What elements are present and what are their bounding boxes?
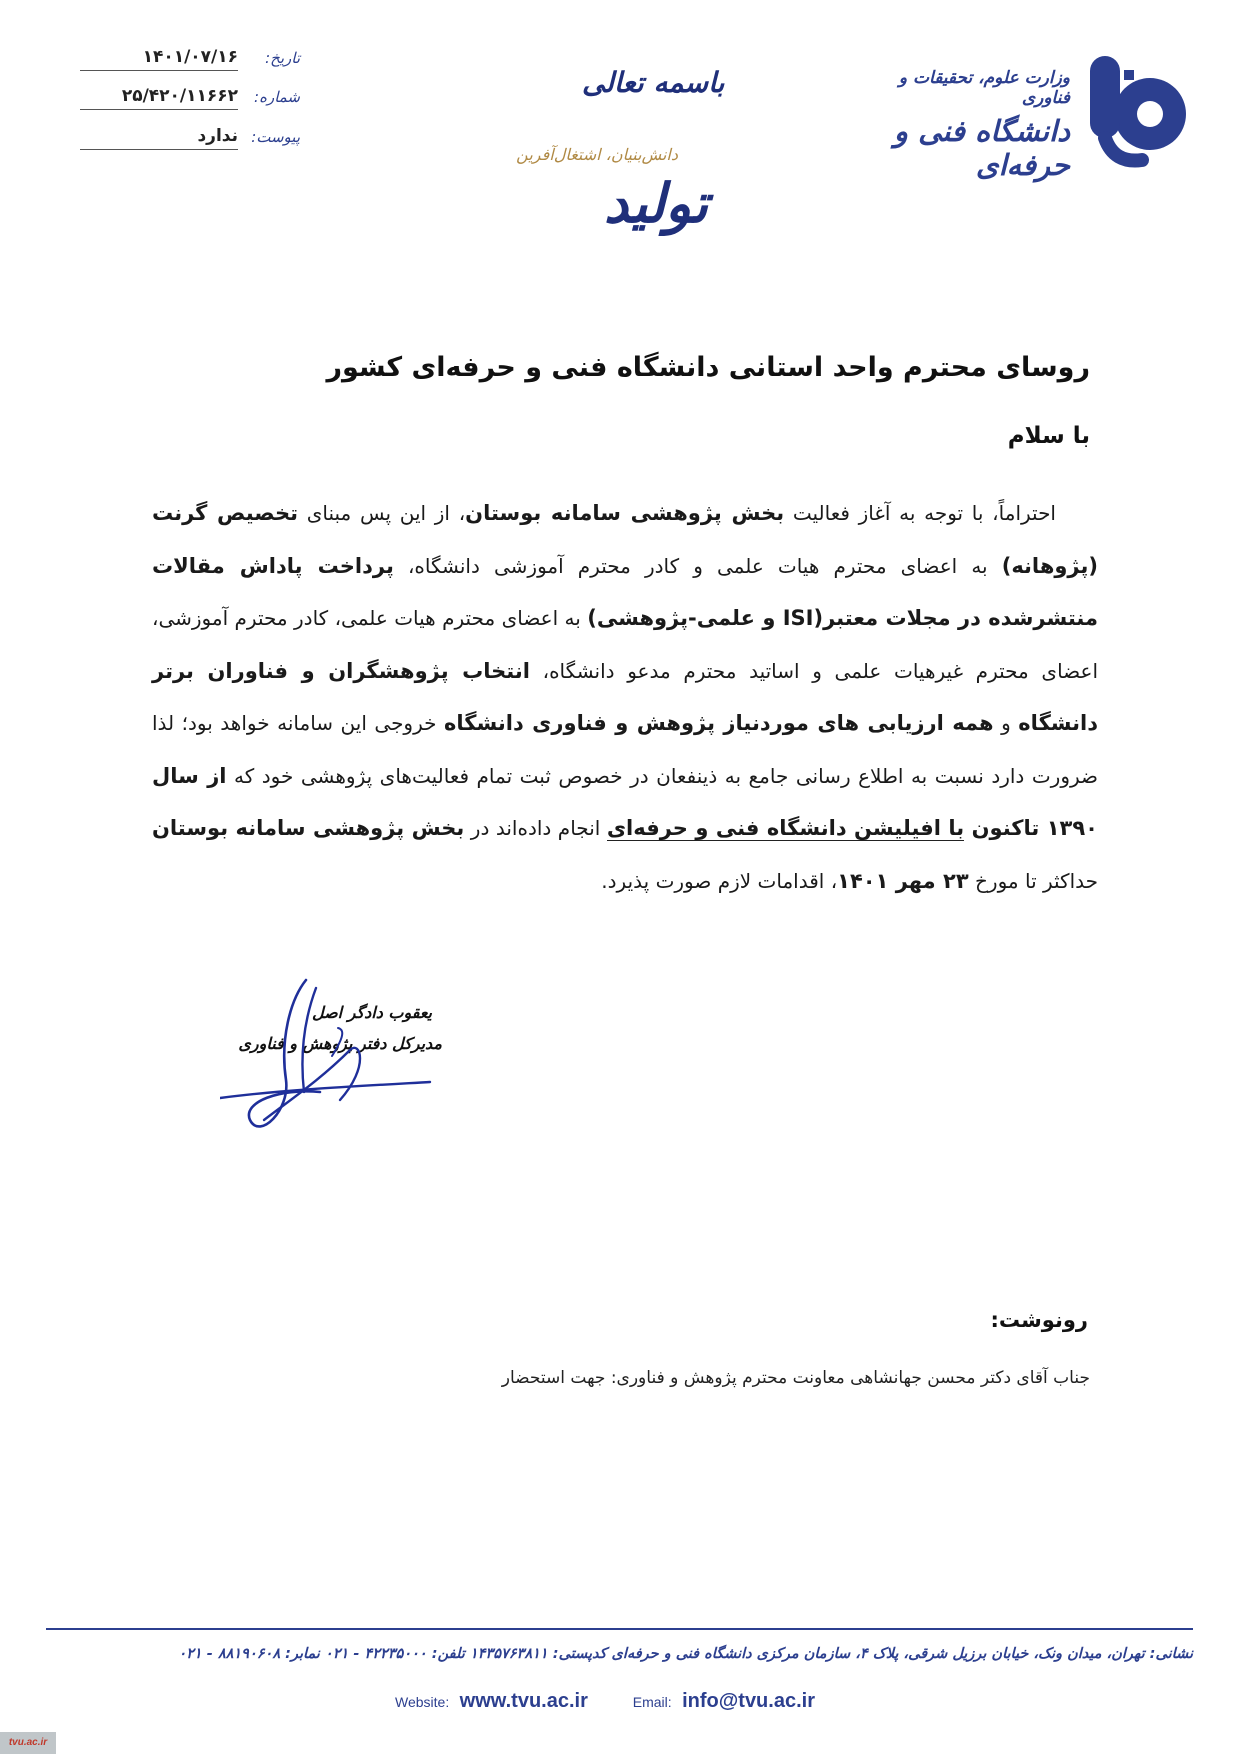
slogan-emblem <box>516 145 708 245</box>
basmala: باسمه تعالی <box>582 66 725 99</box>
logo-text <box>850 68 1070 182</box>
university-name: دانشگاه فنی و حرفه‌ای <box>894 114 1070 182</box>
footer-contact <box>395 1690 815 1713</box>
body-seg: به <box>957 553 1002 578</box>
meta-date-label: تاریخ: <box>265 49 300 67</box>
university-logo-icon <box>1084 52 1188 168</box>
slogan-big: تولید <box>603 171 708 235</box>
corner-badge: tvu.ac.ir <box>0 1732 56 1754</box>
signature-scribble-icon <box>220 970 440 1145</box>
body-bold: پرداخت پاداش مقالات منتشرشده در مجلات معتبر(ISI و علمی-پژوهشی) <box>152 553 1098 630</box>
footer-address: نشانی: تهران، میدان ونک، خیابان برزیل شرقی، پلاک ۴، سازمان مرکزی دانشگاه فنی و حرفه‌ای کدپستی: ۱۴۳۵۷۶۳۸۱۱ تلفن: ۴۲۲۳۵۰۰۰ - ۰۲۱ نمابر: ۸۸۱۹۰۶۰۸ - ۰۲۱ <box>178 1646 1193 1662</box>
body-seg: ، اقدامات لازم صورت پذیرد. <box>601 868 838 893</box>
body-seg: انجام داده‌اند در <box>464 816 607 840</box>
body-bold: از سال ۱۳۹۰ تاکنون <box>152 763 1098 840</box>
cc-title: رونوشت: <box>990 1308 1088 1332</box>
body-seg: و <box>993 711 1019 735</box>
meta-number-line <box>80 109 238 110</box>
body-bold: همه ارزیابی های موردنیاز پژوهش و فناوری دانشگاه <box>444 711 994 735</box>
recipient: روسای محترم واحد استانی دانشگاه فنی و حرفه‌ای کشور <box>326 352 1090 383</box>
meta-number <box>80 86 300 114</box>
meta-number-label: شماره: <box>254 88 300 106</box>
cc-item: جناب آقای دکتر محسن جهانشاهی معاونت محترم پژوهش و فناوری: جهت استحضار <box>501 1368 1090 1388</box>
email-label: Email: <box>632 1694 672 1710</box>
body-seg: حداکثر تا مورخ <box>968 868 1098 893</box>
body-seg: احتراماً، با توجه به آغاز فعالیت <box>784 501 1056 525</box>
body-bold: بخش پژوهشی سامانه بوستان <box>152 816 465 840</box>
greeting: با سلام <box>1007 423 1090 449</box>
signatory-name: یعقوب دادگر اصل <box>311 1003 432 1022</box>
body-seg: به اعضای محترم هیات علمی، کادر محترم آموزشی، اعضای محترم غیرهیات علمی و اساتید محترم مدعو دانشگاه، <box>152 606 1098 683</box>
body-seg: خروجی این سامانه خواهد بود؛ لذا ضرورت دارد نسبت به اطلاع رسانی جامع به ذینفعان در خصوص ثبت تمام فعالیت‌های پژوهشی خود که <box>152 711 1099 788</box>
ministry-name: وزارت علوم، تحقیقات و فناوری <box>898 68 1070 108</box>
website-label: Website: <box>395 1694 450 1710</box>
body-bold: تخصیص گرنت (پژوهانه) <box>152 501 1098 578</box>
body-bold: انتخاب پژوهشگران و فناوران برتر دانشگاه <box>152 658 1099 735</box>
body-seg: اعضای محترم هیات علمی و کادر محترم آموزشی دانشگاه، <box>393 553 958 578</box>
letter-body <box>152 487 1098 907</box>
signatory-title: مدیرکل دفتر پژوهش و فناوری <box>238 1034 442 1053</box>
meta-number-value: ۲۵/۴۲۰/۱۱۶۶۲ <box>121 86 238 106</box>
meta-date-value: ۱۴۰۱/۰۷/۱۶ <box>142 47 238 67</box>
footer-divider <box>46 1628 1193 1630</box>
meta-attachment-line <box>80 149 238 150</box>
website-link[interactable]: www.tvu.ac.ir <box>459 1690 588 1712</box>
meta-attachment-label: پیوست: <box>251 128 300 146</box>
slogan-small: دانش‌بنیان، اشتغال‌آفرین <box>516 145 678 164</box>
body-seg: ، از این پس مبنای <box>298 501 466 525</box>
body-bold-underlined: با افیلیشن دانشگاه فنی و حرفه‌ای <box>606 816 965 840</box>
meta-attachment-value: ندارد <box>197 126 238 146</box>
meta-date <box>80 47 300 75</box>
meta-attachment <box>80 126 300 154</box>
email-link[interactable]: info@tvu.ac.ir <box>682 1690 815 1712</box>
meta-date-line <box>80 70 238 71</box>
body-bold: ۲۳ مهر ۱۴۰۱ <box>837 868 969 893</box>
body-bold: بخش پژوهشی سامانه بوستان <box>465 501 785 525</box>
